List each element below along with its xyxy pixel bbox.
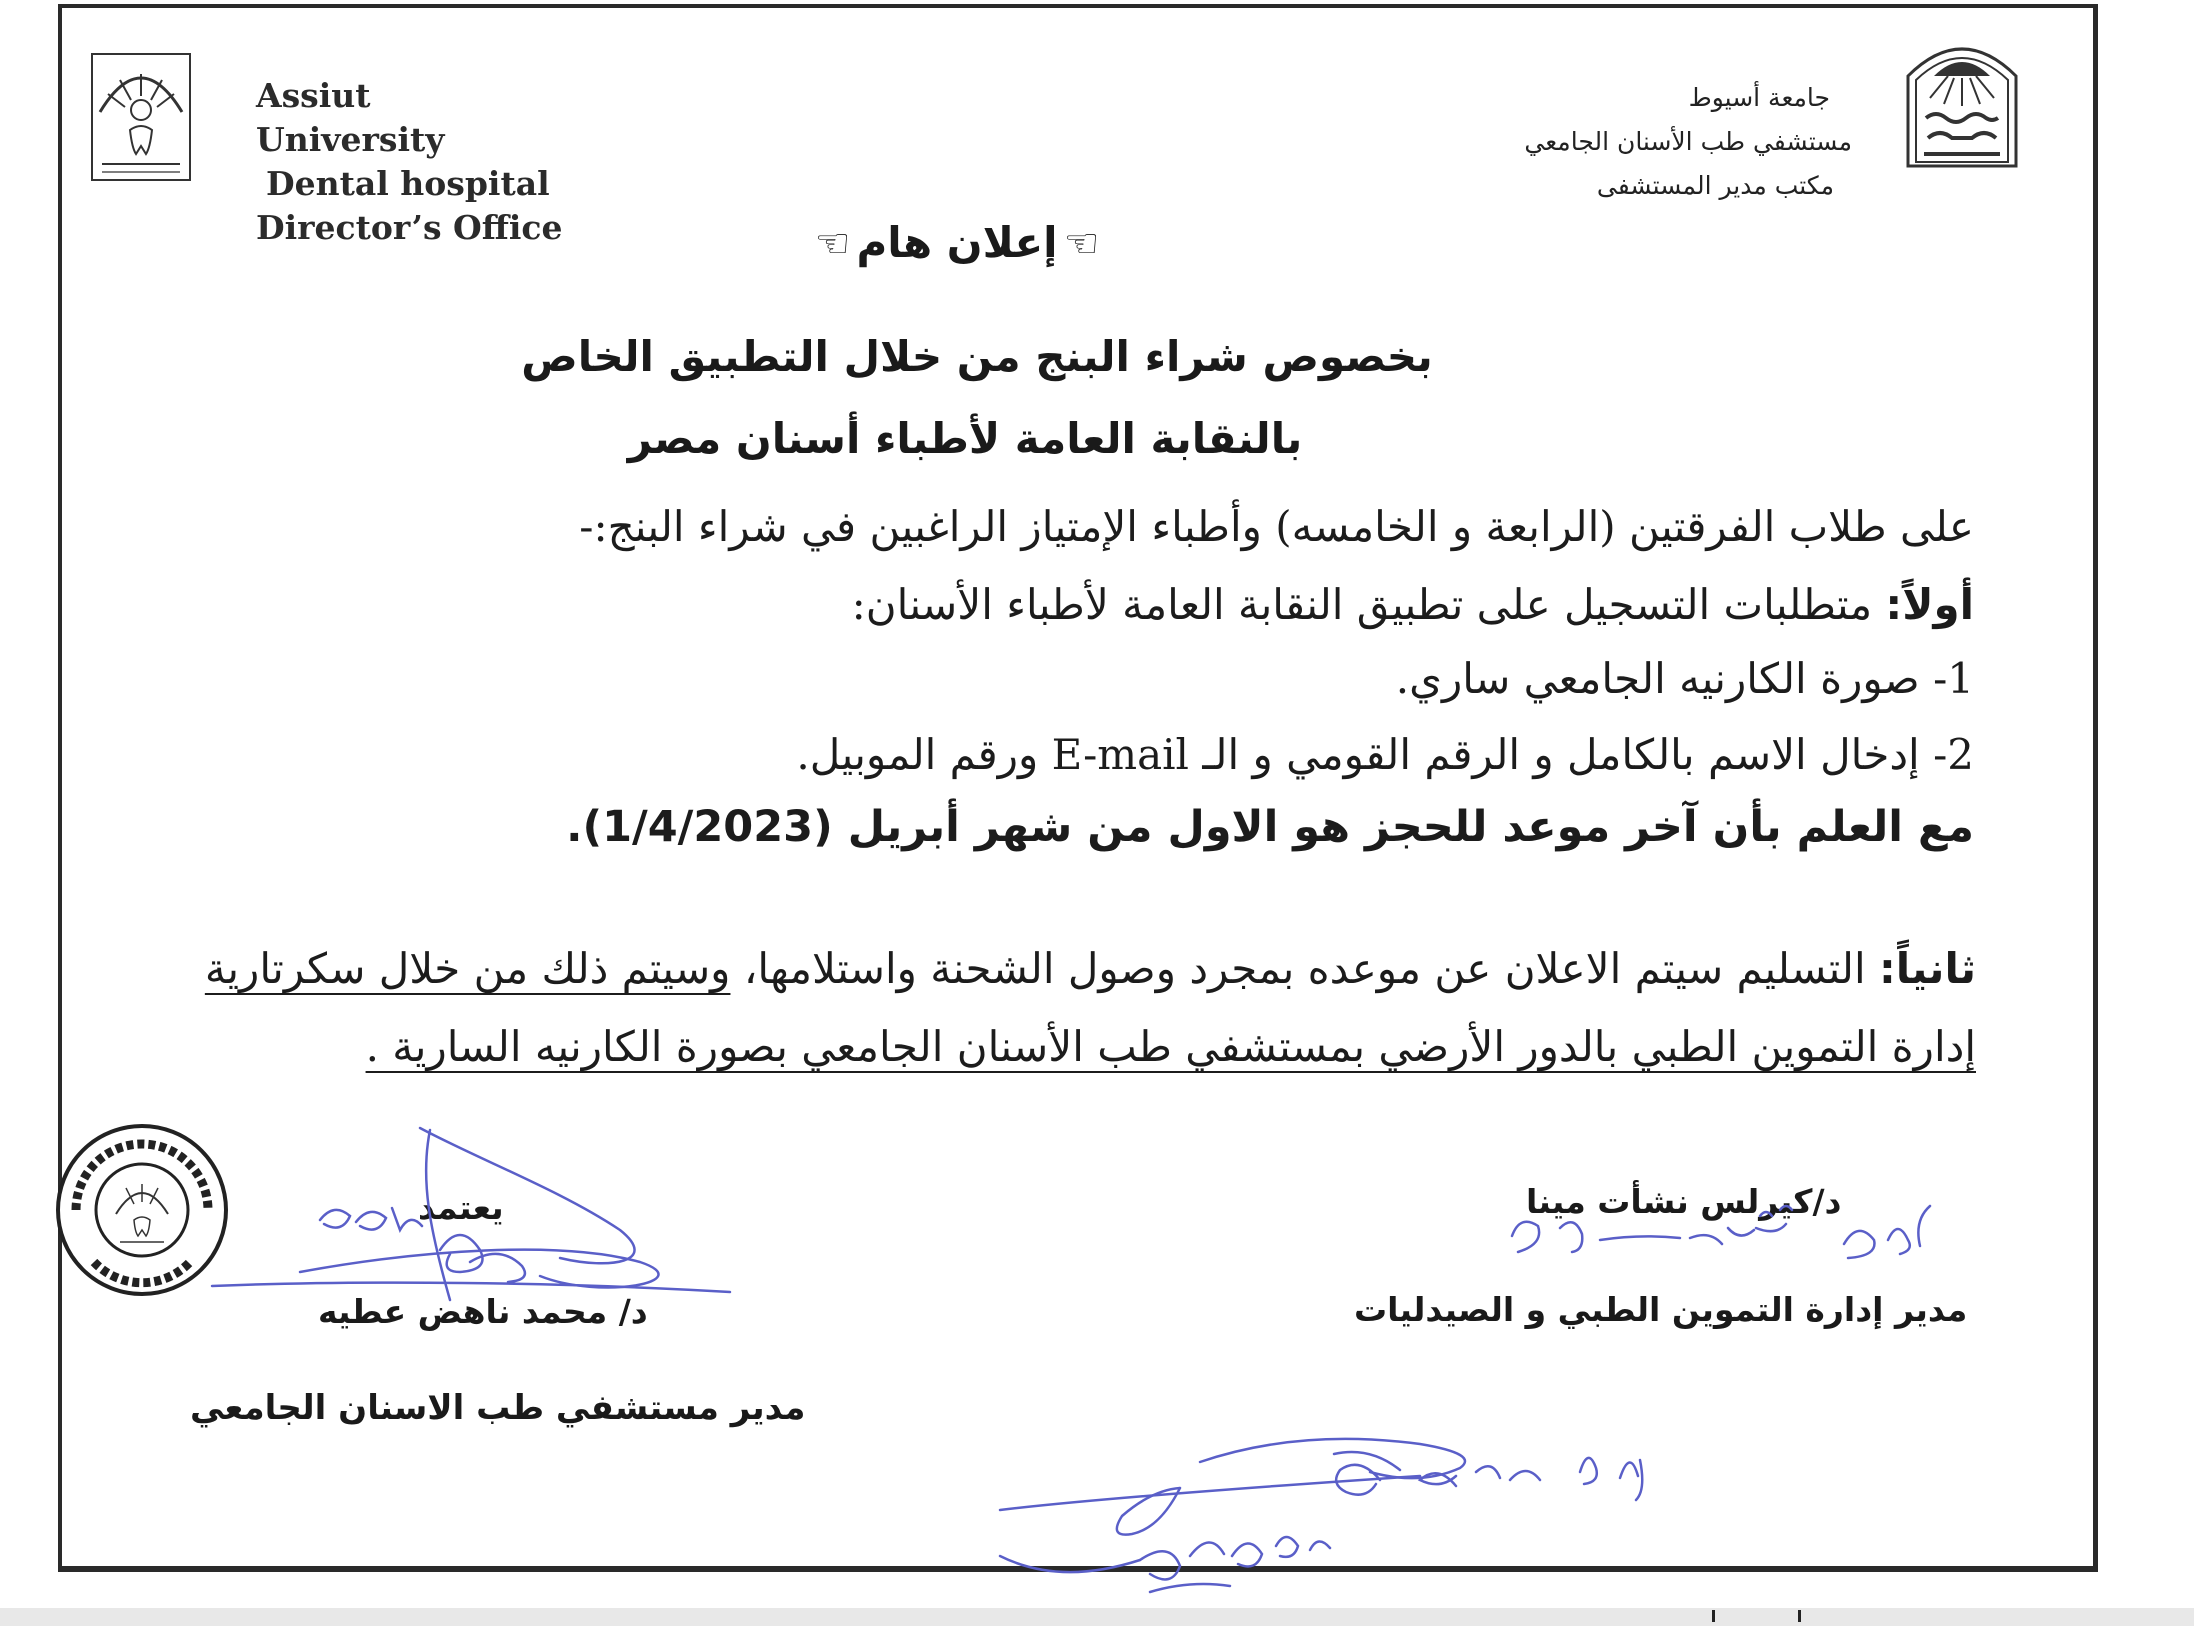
university-name-ar: جامعة أسيوط	[1688, 83, 1830, 112]
scan-mark	[1712, 1610, 1715, 1622]
signatory-right-title: مدير إدارة التموين الطبي و الصيدليات	[1354, 1290, 1968, 1329]
signatory-right-name: د/كيرلس نشأت مينا	[1526, 1182, 1842, 1221]
signatory-left-name: د/ محمد ناهض عطيه	[318, 1292, 648, 1331]
requirement-item-2: 2- إدخال الاسم بالكامل و الرقم القومي و الـ E-mail ورقم الموبيل.	[796, 730, 1974, 779]
announcement-heading-text: إعلان هام	[856, 218, 1058, 267]
approval-label: يعتمد	[418, 1188, 504, 1227]
intro-paragraph: على طلاب الفرقتين (الرابعة و الخامسه) وأطباء الإمتياز الراغبين في شراء البنج:-	[579, 502, 1974, 551]
second-text: التسليم سيتم الاعلان عن موعده بمجرد وصول الشحنة واستلامها،	[730, 944, 1879, 993]
university-name-en: Assiut University	[256, 76, 445, 159]
pointing-hand-icon: ☜	[814, 221, 851, 267]
first-lead: أولاً:	[1885, 580, 1974, 629]
subject-line-1: بخصوص شراء البنج من خلال التطبيق الخاص	[521, 332, 1433, 381]
official-stamp-icon	[54, 1122, 230, 1298]
assiut-university-logo-icon	[1904, 36, 2020, 170]
scan-mark	[1798, 1610, 1801, 1622]
scan-bottom-strip	[0, 1608, 2194, 1626]
arabic-header	[1500, 76, 1852, 208]
subject-line-2: بالنقابة العامة لأطباء أسنان مصر	[627, 414, 1303, 463]
announcement-heading	[0, 218, 2054, 267]
hospital-name-en: Dental hospital	[266, 164, 550, 203]
first-text: متطلبات التسجيل على تطبيق النقابة العامة لأطباء الأسنان:	[851, 580, 1886, 629]
deadline-note: مع العلم بأن آخر موعد للحجز هو الاول من شهر أبريل (1/4/2023).	[566, 802, 1974, 852]
second-text-underlined: وسيتم ذلك من خلال سكرتارية	[204, 944, 731, 993]
dental-hospital-logo-icon	[90, 52, 192, 182]
pointing-hand-icon: ☜	[1063, 221, 1100, 267]
office-name-en: Director’s Office	[256, 208, 563, 247]
requirement-item-1: 1- صورة الكارنيه الجامعي ساري.	[1395, 654, 1974, 703]
second-section	[205, 944, 1976, 993]
second-section-line-2: إدارة التموين الطبي بالدور الأرضي بمستشفي طب الأسنان الجامعي بصورة الكارنيه السارية .	[365, 1022, 1976, 1071]
first-section	[852, 580, 1974, 629]
hospital-name-ar: مستشفي طب الأسنان الجامعي	[1524, 127, 1852, 156]
second-lead: ثانياً:	[1878, 944, 1976, 993]
office-name-ar: مكتب مدير المستشفى	[1596, 171, 1834, 200]
signatory-left-title: مدير مستشفي طب الاسنان الجامعي	[190, 1388, 806, 1428]
